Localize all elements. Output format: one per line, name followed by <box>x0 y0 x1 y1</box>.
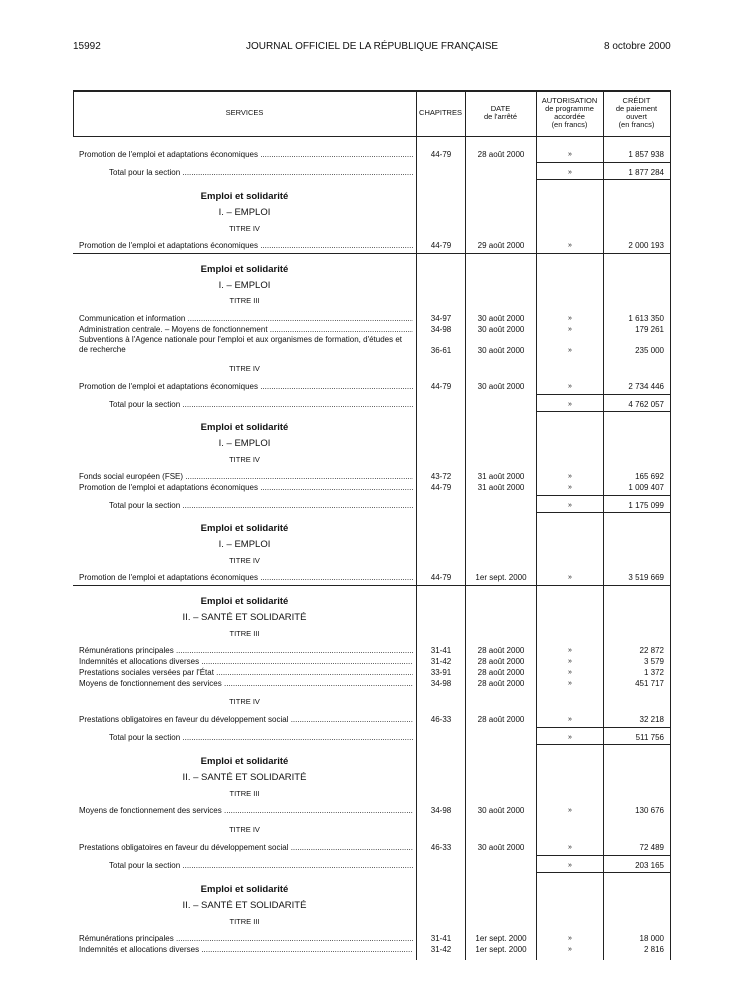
titre-heading: TITRE III <box>229 917 260 926</box>
col-header-autorisation: AUTORISATION de programme accordée (en francs) <box>541 96 598 129</box>
autorisation-value: » <box>568 658 572 665</box>
total-rule <box>536 495 671 496</box>
col-divider <box>536 90 537 960</box>
col-header-date: DATE de l'arrêté <box>483 104 518 121</box>
table-row <box>73 482 671 493</box>
arrete-date: 31 août 2000 <box>477 483 525 492</box>
section-divider <box>73 253 671 254</box>
autorisation-value: » <box>568 680 572 687</box>
autorisation-value: » <box>568 484 572 491</box>
total-row <box>73 399 671 410</box>
titre-heading: TITRE IV <box>229 697 260 706</box>
total-row <box>73 732 671 743</box>
total-label: Total pour la section ..... <box>109 399 413 410</box>
arrete-date: 31 août 2000 <box>477 472 525 481</box>
table-row <box>73 572 671 583</box>
issue-date: 8 octobre 2000 <box>604 41 671 52</box>
col-divider <box>603 90 604 960</box>
chapitre: 31-41 <box>430 934 452 943</box>
service-label: Rémunérations principales ..... <box>79 933 413 944</box>
section-heading: I. – EMPLOI <box>218 438 271 449</box>
service-label: Promotion de l'emploi et adaptations économiques ..... <box>79 240 413 251</box>
autorisation-value: » <box>568 669 572 676</box>
total-row <box>73 500 671 511</box>
table-row <box>73 324 671 335</box>
service-label: Rémunérations principales ..... <box>79 645 413 656</box>
section-heading: II. – SANTÉ ET SOLIDARITÉ <box>182 900 307 911</box>
credit-value: 165 692 <box>635 472 664 481</box>
table-row <box>73 842 671 853</box>
autorisation-value: » <box>568 326 572 333</box>
ministry-heading: Emploi et solidarité <box>200 596 289 607</box>
credit-value: 32 218 <box>639 715 664 724</box>
service-label: Promotion de l'emploi et adaptations économiques ..... <box>79 482 413 493</box>
autorisation-value: » <box>568 242 572 249</box>
section-heading: I. – EMPLOI <box>218 539 271 550</box>
service-label: Promotion de l'emploi et adaptations économiques ..... <box>79 149 413 160</box>
total-label: Total pour la section ..... <box>109 732 413 743</box>
header-bottom-border <box>73 136 671 137</box>
total-credit: 1 175 099 <box>628 501 664 510</box>
credit-value: 2 734 446 <box>628 382 664 391</box>
credit-value: 2 000 193 <box>628 241 664 250</box>
autorisation-value: » <box>568 946 572 953</box>
chapitre: 34-97 <box>430 314 452 323</box>
page-number: 15992 <box>73 41 101 52</box>
autorisation-value: » <box>568 169 572 176</box>
total-label: Total pour la section ..... <box>109 860 413 871</box>
titre-heading: TITRE III <box>229 789 260 798</box>
autorisation-value: » <box>568 574 572 581</box>
total-credit: 203 165 <box>635 861 664 870</box>
autorisation-value: » <box>568 844 572 851</box>
arrete-date: 30 août 2000 <box>477 806 525 815</box>
table-row <box>73 667 671 678</box>
section-heading: I. – EMPLOI <box>218 280 271 291</box>
chapitre: 44-79 <box>430 150 452 159</box>
table-row <box>73 805 671 816</box>
col-header-services: SERVICES <box>225 108 264 117</box>
titre-heading: TITRE IV <box>229 556 260 565</box>
credit-value: 72 489 <box>639 843 664 852</box>
arrete-date: 28 août 2000 <box>477 646 525 655</box>
table-row <box>73 313 671 324</box>
ministry-heading: Emploi et solidarité <box>200 756 289 767</box>
credit-value: 22 872 <box>639 646 664 655</box>
table-row <box>73 149 671 160</box>
credit-value: 1 372 <box>643 668 664 677</box>
total-credit: 4 762 057 <box>628 400 664 409</box>
credit-value: 3 579 <box>643 657 664 666</box>
chapitre: 31-41 <box>430 646 452 655</box>
credit-value: 1 613 350 <box>628 314 664 323</box>
table-right-border <box>670 90 671 960</box>
total-row <box>73 167 671 178</box>
total-rule <box>536 394 671 395</box>
autorisation-value: » <box>568 315 572 322</box>
titre-heading: TITRE IV <box>229 455 260 464</box>
table-row <box>73 656 671 667</box>
table-row <box>73 714 671 725</box>
total-rule <box>536 411 671 412</box>
total-rule <box>536 872 671 873</box>
arrete-date: 29 août 2000 <box>477 241 525 250</box>
credit-value: 179 261 <box>635 325 664 334</box>
service-label: Prestations sociales versées par l'État ..... <box>79 667 413 678</box>
arrete-date: 28 août 2000 <box>477 715 525 724</box>
arrete-date: 30 août 2000 <box>477 346 525 355</box>
chapitre: 44-79 <box>430 483 452 492</box>
credit-value: 1 009 407 <box>628 483 664 492</box>
autorisation-value: » <box>568 647 572 654</box>
autorisation-value: » <box>568 151 572 158</box>
table-row <box>73 335 671 357</box>
service-label: Moyens de fonctionnement des services ..... <box>79 805 413 816</box>
autorisation-value: » <box>568 383 572 390</box>
service-label: Subventions à l'Agence nationale pour l'emploi et aux organismes de formation, d'études et de recherche <box>79 335 403 354</box>
table-row <box>73 471 671 482</box>
service-label: Promotion de l'emploi et adaptations économiques ..... <box>79 572 413 583</box>
table-row <box>73 381 671 392</box>
chapitre: 44-79 <box>430 241 452 250</box>
total-credit: 1 877 284 <box>628 168 664 177</box>
autorisation-value: » <box>568 935 572 942</box>
chapitre: 46-33 <box>430 715 452 724</box>
total-rule <box>536 855 671 856</box>
section-divider <box>73 585 671 586</box>
service-label: Promotion de l'emploi et adaptations économiques ..... <box>79 381 413 392</box>
credit-value: 235 000 <box>635 346 664 355</box>
credit-value: 1 857 938 <box>628 150 664 159</box>
chapitre: 33-91 <box>430 668 452 677</box>
ministry-heading: Emploi et solidarité <box>200 884 289 895</box>
total-rule <box>536 512 671 513</box>
arrete-date: 30 août 2000 <box>477 843 525 852</box>
titre-heading: TITRE IV <box>229 224 260 233</box>
autorisation-value: » <box>568 347 572 354</box>
chapitre: 34-98 <box>430 806 452 815</box>
ministry-heading: Emploi et solidarité <box>200 523 289 534</box>
chapitre: 43-72 <box>430 472 452 481</box>
titre-heading: TITRE III <box>229 629 260 638</box>
credits-table <box>73 90 671 960</box>
ministry-heading: Emploi et solidarité <box>200 422 289 433</box>
service-label: Fonds social européen (FSE) ..... <box>79 471 413 482</box>
autorisation-value: » <box>568 862 572 869</box>
chapitre: 36-61 <box>430 346 452 355</box>
arrete-date: 1er sept. 2000 <box>475 573 527 582</box>
service-label: Indemnités et allocations diverses ..... <box>79 656 413 667</box>
credit-value: 3 519 669 <box>628 573 664 582</box>
service-label: Indemnités et allocations diverses ..... <box>79 944 413 955</box>
total-credit: 511 756 <box>635 733 664 742</box>
autorisation-value: » <box>568 716 572 723</box>
credit-value: 2 816 <box>643 945 664 954</box>
chapitre: 44-79 <box>430 573 452 582</box>
chapitre: 31-42 <box>430 657 452 666</box>
arrete-date: 28 août 2000 <box>477 150 525 159</box>
arrete-date: 28 août 2000 <box>477 668 525 677</box>
autorisation-value: » <box>568 807 572 814</box>
table-row <box>73 645 671 656</box>
titre-heading: TITRE III <box>229 296 260 305</box>
chapitre: 34-98 <box>430 679 452 688</box>
section-heading: II. – SANTÉ ET SOLIDARITÉ <box>182 772 307 783</box>
total-row <box>73 860 671 871</box>
total-label: Total pour la section ..... <box>109 500 413 511</box>
arrete-date: 28 août 2000 <box>477 679 525 688</box>
autorisation-value: » <box>568 734 572 741</box>
service-label: Communication et information ..... <box>79 313 413 324</box>
table-row <box>73 678 671 689</box>
service-label: Administration centrale. – Moyens de fonctionnement ..... <box>79 324 413 335</box>
total-rule <box>536 727 671 728</box>
section-heading: I. – EMPLOI <box>218 207 271 218</box>
service-label: Moyens de fonctionnement des services ..... <box>79 678 413 689</box>
col-header-chapitres: CHAPITRES <box>419 108 462 117</box>
credit-value: 130 676 <box>635 806 664 815</box>
ministry-heading: Emploi et solidarité <box>200 191 289 202</box>
col-divider <box>465 90 466 960</box>
arrete-date: 1er sept. 2000 <box>475 934 527 943</box>
chapitre: 31-42 <box>430 945 452 954</box>
arrete-date: 1er sept. 2000 <box>475 945 527 954</box>
chapitre: 34-98 <box>430 325 452 334</box>
arrete-date: 28 août 2000 <box>477 657 525 666</box>
service-label: Prestations obligatoires en faveur du développement social ..... <box>79 714 413 725</box>
col-header-credit: CRÉDIT de paiement ouvert (en francs) <box>615 96 658 129</box>
credit-value: 451 717 <box>635 679 664 688</box>
total-rule <box>536 744 671 745</box>
table-row <box>73 944 671 955</box>
col-divider <box>416 90 417 960</box>
arrete-date: 30 août 2000 <box>477 314 525 323</box>
service-label: Prestations obligatoires en faveur du développement social ..... <box>79 842 413 853</box>
chapitre: 46-33 <box>430 843 452 852</box>
total-rule <box>536 162 671 163</box>
autorisation-value: » <box>568 401 572 408</box>
autorisation-value: » <box>568 473 572 480</box>
arrete-date: 30 août 2000 <box>477 325 525 334</box>
titre-heading: TITRE IV <box>229 364 260 373</box>
total-rule <box>536 179 671 180</box>
credit-value: 18 000 <box>639 934 664 943</box>
journal-title: JOURNAL OFFICIEL DE LA RÉPUBLIQUE FRANÇAISE <box>246 41 499 52</box>
total-label: Total pour la section ..... <box>109 167 413 178</box>
titre-heading: TITRE IV <box>229 825 260 834</box>
chapitre: 44-79 <box>430 382 452 391</box>
arrete-date: 30 août 2000 <box>477 382 525 391</box>
table-row <box>73 933 671 944</box>
ministry-heading: Emploi et solidarité <box>200 264 289 275</box>
section-heading: II. – SANTÉ ET SOLIDARITÉ <box>182 612 307 623</box>
table-row <box>73 240 671 251</box>
autorisation-value: » <box>568 502 572 509</box>
